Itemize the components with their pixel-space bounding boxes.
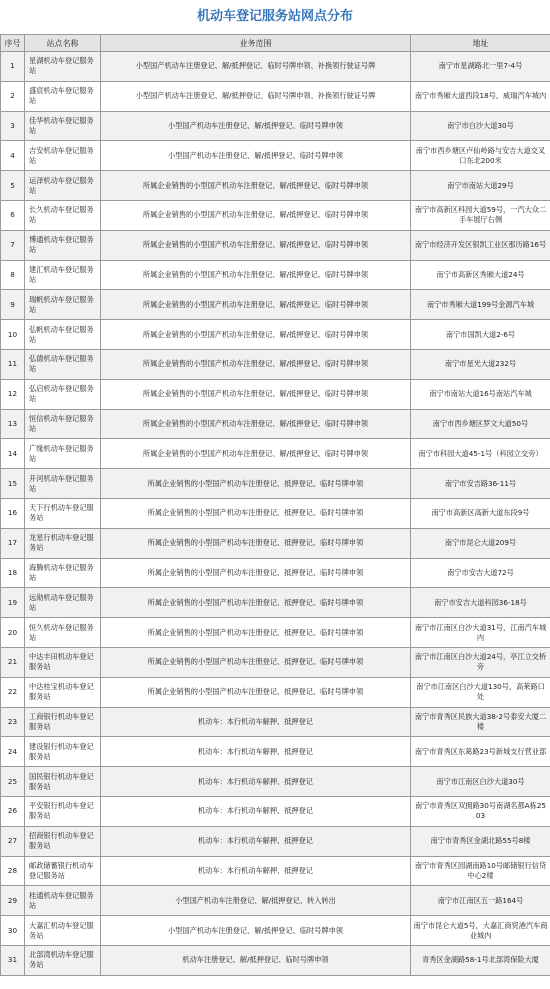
cell-business-scope: 小型国产机动车注册登记、解/抵押登记、临时号牌申领、补换领行驶证号牌 (101, 81, 411, 111)
cell-no: 14 (1, 439, 25, 469)
cell-no: 17 (1, 528, 25, 558)
cell-station-name: 招商银行机动车登记服务站 (25, 826, 101, 856)
table-row (1, 379, 550, 409)
cell-no: 27 (1, 826, 25, 856)
cell-address: 南宁市经济开发区银凯工业区那历路16号 (411, 230, 550, 260)
table-row (1, 349, 550, 379)
cell-station-name: 弘帆机动车登记服务站 (25, 320, 101, 350)
cell-no: 10 (1, 320, 25, 350)
cell-station-name: 弘德机动车登记服务站 (25, 349, 101, 379)
table-row (1, 409, 550, 439)
table-row (1, 737, 550, 767)
cell-station-name: 广缘机动车登记服务站 (25, 439, 101, 469)
cell-station-name: 恒久机动车登记服务站 (25, 618, 101, 648)
cell-address: 南宁市安吉大道科园36-18号 (411, 588, 550, 618)
cell-no: 23 (1, 707, 25, 737)
cell-station-name: 天下行机动车登记服务站 (25, 498, 101, 528)
cell-no: 5 (1, 171, 25, 201)
cell-address: 南宁市青秀区东葛路23号新城支行营业部 (411, 737, 550, 767)
cell-address: 南宁市江南区白沙大道30号 (411, 767, 550, 797)
cell-business-scope: 所属企业销售的小型国产机动车注册登记、抵押登记、临时号牌申领 (101, 618, 411, 648)
cell-station-name: 开河机动车登记服务站 (25, 469, 101, 499)
cell-station-name: 瑞帆机动车登记服务站 (25, 290, 101, 320)
column-header-no: 序号 (1, 35, 25, 52)
cell-no: 28 (1, 856, 25, 886)
cell-station-name: 桂通机动车登记服务站 (25, 886, 101, 916)
cell-address: 青秀区金湖路58-1号北部湾保险大厦 (411, 945, 550, 975)
table-row (1, 200, 550, 230)
cell-business-scope: 所属企业销售的小型国产机动车注册登记、解/抵押登记、临时号牌申领 (101, 260, 411, 290)
cell-no: 31 (1, 945, 25, 975)
cell-no: 26 (1, 796, 25, 826)
cell-no: 7 (1, 230, 25, 260)
table-header-row (1, 35, 550, 52)
cell-address: 南宁市江南区白沙大道130号，高莱路口处 (411, 677, 550, 707)
cell-no: 21 (1, 647, 25, 677)
cell-station-name: 佳华机动车登记服务站 (25, 111, 101, 141)
cell-station-name: 大嘉汇机动车登记服务站 (25, 916, 101, 946)
cell-business-scope: 机动车注册登记、解/抵押登记、临时号牌申领 (101, 945, 411, 975)
cell-business-scope: 所属企业销售的小型国产机动车注册登记、解/抵押登记、临时号牌申领 (101, 379, 411, 409)
cell-business-scope: 机动车：本行机动车解押、抵押登记 (101, 767, 411, 797)
table-body (1, 52, 550, 976)
table-row (1, 52, 550, 82)
cell-business-scope: 所属企业销售的小型国产机动车注册登记、解/抵押登记、临时号牌申领 (101, 320, 411, 350)
cell-no: 25 (1, 767, 25, 797)
table-row (1, 141, 550, 171)
table-row (1, 111, 550, 141)
table-row (1, 290, 550, 320)
table-row (1, 528, 550, 558)
cell-business-scope: 所属企业销售的小型国产机动车注册登记、抵押登记、临时号牌申领 (101, 588, 411, 618)
cell-no: 3 (1, 111, 25, 141)
cell-no: 15 (1, 469, 25, 499)
table-row (1, 677, 550, 707)
cell-business-scope: 所属企业销售的小型国产机动车注册登记、解/抵押登记、临时号牌申领 (101, 200, 411, 230)
cell-station-name: 邮政储蓄银行机动车登记服务站 (25, 856, 101, 886)
table-row (1, 588, 550, 618)
cell-no: 1 (1, 52, 25, 82)
table-row (1, 469, 550, 499)
cell-station-name: 国民银行机动车登记服务站 (25, 767, 101, 797)
cell-business-scope: 小型国产机动车注册登记、解/抵押登记、临时号牌申领、补换领行驶证号牌 (101, 52, 411, 82)
cell-no: 12 (1, 379, 25, 409)
cell-business-scope: 所属企业销售的小型国产机动车注册登记、解/抵押登记、临时号牌申领 (101, 171, 411, 201)
page-title: 机动车登记服务站网点分布 (196, 9, 353, 24)
cell-business-scope: 机动车：本行机动车解押、抵押登记 (101, 826, 411, 856)
cell-business-scope: 所属企业销售的小型国产机动车注册登记、抵押登记、临时号牌申领 (101, 558, 411, 588)
cell-business-scope: 小型国产机动车注册登记、解/抵押登记、临时号牌申领 (101, 111, 411, 141)
table-row (1, 707, 550, 737)
cell-address: 南宁市南站大道16号南站汽车城 (411, 379, 550, 409)
cell-address: 南宁市安吉路36-11号 (411, 469, 550, 499)
cell-station-name: 运泽机动车登记服务站 (25, 171, 101, 201)
cell-no: 16 (1, 498, 25, 528)
cell-station-name: 弘启机动车登记服务站 (25, 379, 101, 409)
cell-no: 20 (1, 618, 25, 648)
cell-no: 8 (1, 260, 25, 290)
cell-address: 南宁市江南区五一路164号 (411, 886, 550, 916)
cell-no: 30 (1, 916, 25, 946)
cell-address: 南宁市星光大道232号 (411, 349, 550, 379)
cell-address: 南宁市国凯大道2-6号 (411, 320, 550, 350)
cell-address: 南宁市秀厢大道西段18号，威瑞汽车城内 (411, 81, 550, 111)
table-row (1, 886, 550, 916)
cell-business-scope: 所属企业销售的小型国产机动车注册登记、解/抵押登记、临时号牌申领 (101, 290, 411, 320)
cell-station-name: 恒信机动车登记服务站 (25, 409, 101, 439)
cell-station-name: 海腾机动车登记服务站 (25, 558, 101, 588)
cell-business-scope: 小型国产机动车注册登记、解/抵押登记、转入转出 (101, 886, 411, 916)
cell-business-scope: 机动车：本行机动车解押、抵押登记 (101, 707, 411, 737)
column-header-address: 地址 (411, 35, 550, 52)
cell-no: 6 (1, 200, 25, 230)
cell-address: 南宁市西乡塘区卢仙岭路与安吉大道交叉口东北200米 (411, 141, 550, 171)
cell-business-scope: 所属企业销售的小型国产机动车注册登记、抵押登记、临时号牌申领 (101, 677, 411, 707)
cell-address: 南宁市青秀区民族大道38-2号泰安大厦二楼 (411, 707, 550, 737)
table-row (1, 916, 550, 946)
cell-station-name: 工商银行机动车登记服务站 (25, 707, 101, 737)
cell-business-scope: 机动车：本行机动车解押、抵押登记 (101, 737, 411, 767)
cell-address: 南宁市白沙大道30号 (411, 111, 550, 141)
cell-address: 南宁市青秀区园湖南路10号邮储银行信贷中心2楼 (411, 856, 550, 886)
station-table (0, 34, 550, 976)
cell-address: 南宁市高新区秀厢大道24号 (411, 260, 550, 290)
cell-address: 南宁市青秀区金湖北路55号8楼 (411, 826, 550, 856)
table-row (1, 767, 550, 797)
table-row (1, 439, 550, 469)
cell-station-name: 平安银行机动车登记服务站 (25, 796, 101, 826)
cell-station-name: 中达桂宝机动车登记服务站 (25, 677, 101, 707)
cell-business-scope: 所属企业销售的小型国产机动车注册登记、抵押登记、临时号牌申领 (101, 528, 411, 558)
table-row (1, 796, 550, 826)
cell-no: 18 (1, 558, 25, 588)
cell-address: 南宁市青秀区双拥路30号南湖名都A栋2503 (411, 796, 550, 826)
cell-no: 13 (1, 409, 25, 439)
cell-business-scope: 所属企业销售的小型国产机动车注册登记、解/抵押登记、临时号牌申领 (101, 409, 411, 439)
table-row (1, 498, 550, 528)
cell-station-name: 北部湾机动车登记服务站 (25, 945, 101, 975)
table-row (1, 856, 550, 886)
cell-no: 11 (1, 349, 25, 379)
table-row (1, 320, 550, 350)
cell-no: 22 (1, 677, 25, 707)
cell-address: 南宁市江南区白沙大道31号，江南汽车城内 (411, 618, 550, 648)
cell-address: 南宁市秀厢大道199号金源汽车城 (411, 290, 550, 320)
cell-station-name: 博通机动车登记服务站 (25, 230, 101, 260)
cell-station-name: 建汇机动车登记服务站 (25, 260, 101, 290)
cell-address: 南宁市西乡塘区罗文大道50号 (411, 409, 550, 439)
cell-business-scope: 机动车：本行机动车解押、抵押登记 (101, 796, 411, 826)
cell-address: 南宁市科园大道45-1号（科园立交旁） (411, 439, 550, 469)
cell-station-name: 龙星行机动车登记服务站 (25, 528, 101, 558)
table-row (1, 945, 550, 975)
cell-business-scope: 小型国产机动车注册登记、解/抵押登记、临时号牌申领 (101, 916, 411, 946)
cell-no: 2 (1, 81, 25, 111)
cell-address: 南宁市安吉大道72号 (411, 558, 550, 588)
cell-no: 9 (1, 290, 25, 320)
cell-no: 24 (1, 737, 25, 767)
cell-address: 南宁市昆仑大道5号，大嘉汇商贸港汽车商业城内 (411, 916, 550, 946)
cell-station-name: 星湖机动车登记服务站 (25, 52, 101, 82)
column-header-business-scope: 业务范围 (101, 35, 411, 52)
cell-business-scope: 所属企业销售的小型国产机动车注册登记、抵押登记、临时号牌申领 (101, 498, 411, 528)
cell-station-name: 中达丰田机动车登记服务站 (25, 647, 101, 677)
cell-address: 南宁市星湖路北一里7-4号 (411, 52, 550, 82)
cell-station-name: 长久机动车登记服务站 (25, 200, 101, 230)
cell-no: 19 (1, 588, 25, 618)
cell-address: 南宁市高新区高新大道东段9号 (411, 498, 550, 528)
cell-address: 南宁市高新区科园大道59号，一汽大众二手车展厅右侧 (411, 200, 550, 230)
table-row (1, 618, 550, 648)
cell-business-scope: 所属企业销售的小型国产机动车注册登记、抵押登记、临时号牌申领 (101, 647, 411, 677)
table-row (1, 81, 550, 111)
cell-business-scope: 所属企业销售的小型国产机动车注册登记、解/抵押登记、临时号牌申领 (101, 349, 411, 379)
cell-address: 南宁市南站大道29号 (411, 171, 550, 201)
table-row (1, 171, 550, 201)
column-header-station-name: 站点名称 (25, 35, 101, 52)
cell-business-scope: 小型国产机动车注册登记、解/抵押登记、临时号牌申领 (101, 141, 411, 171)
table-row (1, 826, 550, 856)
cell-address: 南宁市昆仑大道209号 (411, 528, 550, 558)
cell-business-scope: 所属企业销售的小型国产机动车注册登记、解/抵押登记、临时号牌申领 (101, 230, 411, 260)
cell-station-name: 吉安机动车登记服务站 (25, 141, 101, 171)
table-row (1, 260, 550, 290)
table-row (1, 230, 550, 260)
cell-no: 29 (1, 886, 25, 916)
cell-station-name: 盛宸机动车登记服务站 (25, 81, 101, 111)
cell-business-scope: 所属企业销售的小型国产机动车注册登记、解/抵押登记、临时号牌申领 (101, 439, 411, 469)
cell-station-name: 远勋机动车登记服务站 (25, 588, 101, 618)
table-row (1, 558, 550, 588)
cell-business-scope: 所属企业销售的小型国产机动车注册登记、抵押登记、临时号牌申领 (101, 469, 411, 499)
cell-business-scope: 机动车：本行机动车解押、抵押登记 (101, 856, 411, 886)
table-row (1, 647, 550, 677)
cell-address: 南宁市江南区白沙大道24号，亭江立交桥旁 (411, 647, 550, 677)
cell-no: 4 (1, 141, 25, 171)
cell-station-name: 建设银行机动车登记服务站 (25, 737, 101, 767)
